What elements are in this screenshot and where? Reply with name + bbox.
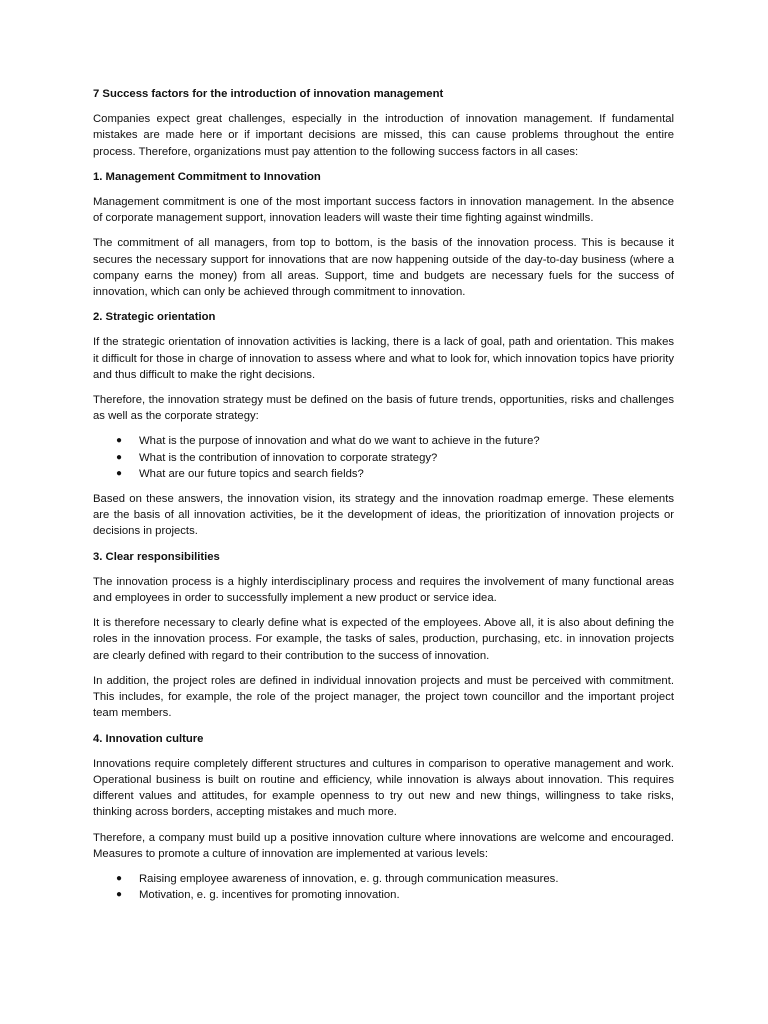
paragraph: In addition, the project roles are defined in individual innovation projects and must be perceived with commitment. This includes, for example, the role of the project manager, the project town councillor and the important project team members. xyxy=(93,674,674,720)
bullet-icon: ● xyxy=(116,451,123,463)
bullet-list xyxy=(93,433,674,482)
list-item xyxy=(93,450,674,466)
bullet-icon: ● xyxy=(116,889,123,901)
paragraph: Management commitment is one of the most important success factors in innovation management. In the absence of corporate management support, innovation leaders will waste their time fighting against windmills. xyxy=(93,196,674,225)
section-heading-strategic-orientation: 2. Strategic orientation xyxy=(93,311,216,324)
paragraph: The commitment of all managers, from top to bottom, is the basis of the innovation process. This is because it secures the necessary support for innovations that are now happening outside of the day-to-day business (where a company earns the money) from all areas. Support, time and budgets are necessary fuels for the success of innovation, which can only be achieved through commitment to innovation. xyxy=(93,237,674,299)
list-item xyxy=(93,871,674,887)
list-item xyxy=(93,466,674,482)
paragraph: Based on these answers, the innovation vision, its strategy and the innovation roadmap emerge. These elements are the basis of all innovation activities, be it the development of ideas, the prioritization of innovation projects or decisions in projects. xyxy=(93,493,674,538)
list-item-text: What is the purpose of innovation and what do we want to achieve in the future? xyxy=(139,435,540,448)
document-title: 7 Success factors for the introduction of innovation management xyxy=(93,88,444,100)
paragraph: Therefore, the innovation strategy must be defined on the basis of future trends, opportunities, risks and challenges as well as the corporate strategy: xyxy=(93,394,674,423)
list-item-text: What are our future topics and search fields? xyxy=(139,467,364,480)
list-item-text: Motivation, e. g. incentives for promoting innovation. xyxy=(139,889,400,902)
intro-paragraph: Companies expect great challenges, especially in the introduction of innovation management. If fundamental mistakes are made here or if important decisions are missed, this can cause problems throughout the entire process. Therefore, organizations must pay attention to the following success factors in all cases: xyxy=(93,113,674,158)
paragraph: The innovation process is a highly interdisciplinary process and requires the involvement of many functional areas and employees in order to successfully implement a new product or service idea. xyxy=(93,575,674,605)
section-heading-management-commitment: 1. Management Commitment to Innovation xyxy=(93,170,321,183)
section-heading-clear-responsibilities: 3. Clear responsibilities xyxy=(93,550,220,563)
list-item-text: Raising employee awareness of innovation, e. g. through communication measures. xyxy=(139,872,559,885)
list-item xyxy=(93,887,674,903)
list-item xyxy=(93,433,674,449)
bullet-list xyxy=(93,871,674,903)
bullet-icon: ● xyxy=(116,872,123,884)
list-item-text: What is the contribution of innovation to corporate strategy? xyxy=(139,451,438,464)
paragraph: It is therefore necessary to clearly define what is expected of the employees. Above all, it is also about defining the roles in the innovation process. For example, the tasks of sales, production, purchasing, etc. in innovation projects are clearly defined with regard to their contribution to the success of innovation. xyxy=(93,617,674,662)
paragraph: Therefore, a company must build up a positive innovation culture where innovations are welcome and encouraged. Measures to promote a culture of innovation are implemented at various levels: xyxy=(93,831,674,860)
paragraph: Innovations require completely different structures and cultures in comparison to operative management and work. Operational business is built on routine and efficiency, while innovation is always about innovation. This requires different values and attitudes, for example openness to try out new and new things, willingness to take risks, thinking across borders, accepting mistakes and much more. xyxy=(93,757,674,819)
section-heading-innovation-culture: 4. Innovation culture xyxy=(93,732,204,745)
bullet-icon: ● xyxy=(116,435,123,447)
paragraph: If the strategic orientation of innovation activities is lacking, there is a lack of goal, path and orientation. This makes it difficult for those in charge of innovation to assess where and what to look for, which innovation topics have priority and thus difficult to make the right decisions. xyxy=(93,336,674,381)
bullet-icon: ● xyxy=(116,467,123,479)
